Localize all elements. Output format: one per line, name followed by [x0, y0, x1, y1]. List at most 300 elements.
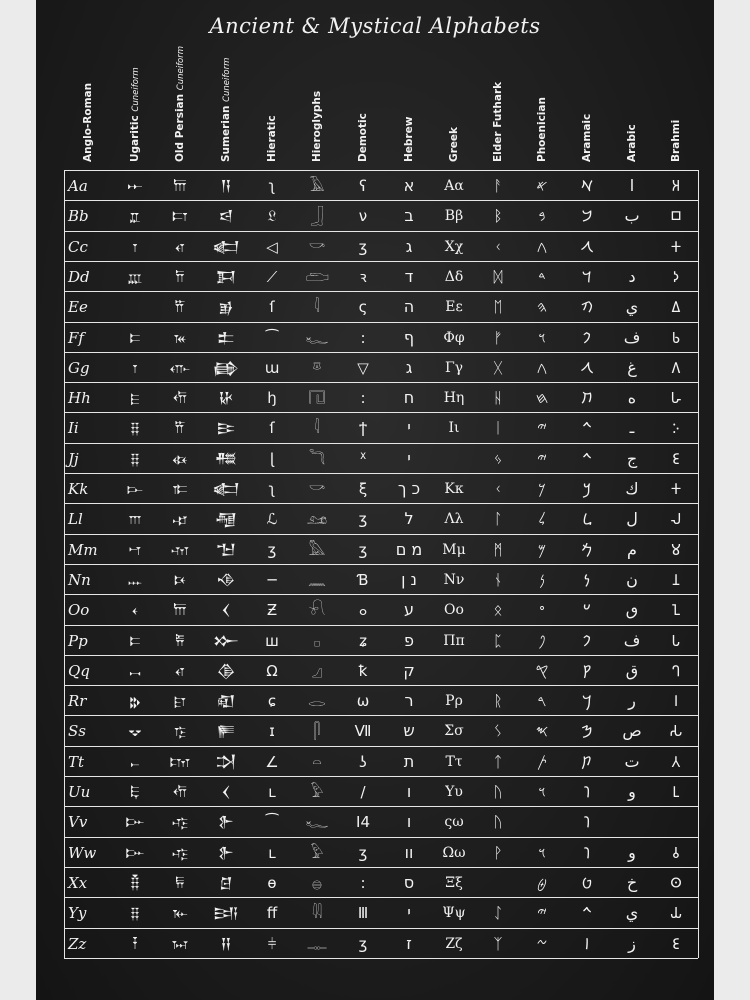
cell-ugaritic: 𐎁 — [129, 207, 141, 226]
cell-elder-futhark: ᛉ — [493, 934, 503, 953]
cell-hieroglyphs: 𓅱 — [310, 783, 324, 801]
table-row — [64, 868, 698, 898]
cell-demotic: ꝁ — [358, 661, 368, 680]
cell-aramaic: 𐡈 — [581, 873, 593, 892]
cell-hieroglyphs: 𓈖 — [308, 570, 326, 589]
cell-phoenician: 𐤃 — [538, 267, 546, 286]
poster — [36, 0, 714, 1000]
cell-arabic: ن — [626, 569, 638, 589]
cell-elder-futhark: ᛁ — [493, 419, 503, 438]
cell-hebrew: ז — [406, 933, 412, 953]
cell-brahmi: 𑀬 — [669, 904, 683, 923]
cell-ugaritic: 𐎊 — [130, 449, 140, 468]
cell-old-persian: 𐎢 — [173, 389, 187, 408]
cell-anglo-roman: Ww — [68, 843, 97, 862]
cell-greek: Αα — [444, 178, 464, 194]
cell-greek: Ωω — [442, 844, 466, 861]
cell-aramaic: 𐡏 — [583, 601, 591, 620]
cell-demotic: ʒ — [358, 237, 368, 256]
cell-demotic: ν — [358, 207, 368, 226]
cell-greek — [432, 444, 476, 474]
table-row — [64, 262, 698, 292]
column-header-label: Anglo-Roman — [82, 82, 94, 162]
column-header-label: Old Persian — [174, 93, 186, 162]
cell-hieroglyphs: 𓎼 — [312, 358, 322, 377]
cell-brahmi: 𑀉 — [672, 783, 680, 801]
cell-ugaritic: 𐎔 — [129, 631, 141, 650]
cell-hieratic: ʒ — [267, 540, 277, 559]
cell-old-persian: 𐎶 — [171, 540, 189, 559]
cell-demotic: ϯ — [358, 419, 368, 438]
cell-phoenician: 𐤊 — [538, 480, 546, 498]
cell-hieroglyphs: 𓎡 — [308, 237, 326, 256]
cell-aramaic: 𐡐 — [582, 328, 592, 347]
cell-brahmi: 𑀣 — [669, 873, 683, 892]
cell-anglo-roman: Cc — [68, 237, 88, 256]
cell-phoenician — [520, 807, 564, 837]
cell-hieratic: Ω — [266, 661, 278, 680]
cell-old-persian: 𐎿 — [174, 722, 186, 741]
cell-greek: Ππ — [443, 632, 465, 649]
cell-elder-futhark: ᛈ — [493, 631, 503, 650]
column-header-sublabel: Cuneiform — [222, 57, 232, 102]
cell-sumerian: 𒍝 — [220, 934, 232, 953]
cell-phoenician: 𐤓 — [537, 692, 547, 711]
cell-hieratic: ш — [265, 631, 279, 650]
cell-demotic: : — [360, 389, 366, 408]
cell-elder-futhark: ᚠ — [493, 328, 503, 347]
cell-hieroglyphs: 𓇋 — [314, 419, 320, 438]
cell-brahmi: 𑀨 — [671, 328, 681, 347]
cell-ugaritic: 𐎊 — [130, 419, 140, 438]
cell-greek: Ρρ — [445, 693, 463, 710]
cell-demotic: ʒ — [358, 843, 368, 862]
table-row — [64, 686, 698, 716]
cell-hieratic: ʟ — [268, 843, 276, 862]
cell-brahmi: 𑀓 — [670, 237, 682, 256]
cell-ugaritic: 𐎂 — [132, 237, 138, 256]
cell-arabic: ـ — [629, 418, 635, 438]
cell-arabic: م — [627, 539, 637, 559]
column-header-label: Phoenician — [536, 97, 548, 162]
cell-sumerian: 𒄩 — [218, 389, 234, 408]
cell-old-persian: 𐎾 — [172, 510, 188, 529]
cell-hieratic: ⟋ — [266, 267, 278, 286]
cell-old-persian: 𐎼 — [174, 692, 186, 711]
cell-hieroglyphs: 𓆓 — [308, 449, 326, 468]
cell-brahmi — [654, 807, 698, 837]
cell-arabic: ا — [629, 176, 635, 195]
cell-aramaic: 𐡉 — [582, 419, 592, 438]
cell-aramaic: 𐡓 — [581, 692, 593, 711]
cell-hieroglyphs: 𓉔 — [308, 389, 326, 408]
cell-arabic: د — [628, 266, 636, 286]
cell-hieroglyphs: 𓇌 — [312, 904, 322, 923]
cell-greek: Ιι — [448, 420, 460, 437]
cell-greek: Ζζ — [445, 935, 463, 952]
cell-elder-futhark — [476, 868, 520, 898]
cell-old-persian: 𐎤 — [175, 661, 185, 680]
cell-greek: Μμ — [442, 541, 466, 558]
cell-brahmi: 𑀲 — [669, 722, 683, 741]
cell-sumerian: 𒅗 — [212, 480, 240, 498]
cell-greek: Ψψ — [442, 905, 466, 922]
cell-hieratic: ff — [266, 904, 278, 923]
cell-arabic: ي — [625, 297, 639, 317]
cell-arabic: خ — [626, 872, 638, 892]
table-row — [64, 323, 698, 353]
cell-old-persian: 𐎫 — [169, 752, 191, 771]
cell-aramaic: 𐡅 — [583, 783, 591, 801]
cell-ugaritic: 𐎍 — [128, 510, 142, 529]
cell-hieratic: ɪ — [269, 722, 275, 741]
cell-hebrew: ל — [404, 509, 414, 529]
cell-hieratic: Ƶ — [266, 601, 278, 620]
cell-elder-futhark: ᚲ — [493, 480, 503, 498]
cell-elder-futhark: ᛒ — [493, 207, 503, 226]
cell-brahmi: 𑀏 — [671, 298, 681, 317]
column-header-label: Sumerian — [220, 105, 232, 162]
cell-anglo-roman: Bb — [68, 207, 89, 226]
cell-brahmi: 𑀦 — [671, 570, 681, 589]
table-row — [64, 171, 698, 201]
cell-sumerian: 𒍣 — [214, 449, 238, 468]
table-row — [64, 383, 698, 413]
cell-demotic: : — [360, 328, 366, 347]
cell-arabic: و — [628, 782, 636, 801]
cell-hieroglyphs: 𓃀 — [310, 207, 324, 226]
cell-hebrew: ה — [403, 297, 415, 317]
cell-demotic: Ɓ — [357, 570, 369, 589]
cell-arabic: ه — [627, 388, 637, 408]
cell-anglo-roman: Pp — [68, 631, 88, 650]
cell-demotic: Ⅲ — [357, 904, 369, 923]
cell-phoenician: 𐤏 — [539, 601, 545, 620]
cell-arabic: ك — [625, 479, 639, 498]
cell-hebrew: מ ם — [395, 539, 423, 559]
cell-hieratic: ɕ — [267, 692, 277, 711]
cell-sumerian: 𒊓 — [216, 722, 236, 741]
cell-sumerian: 𒅀 — [213, 904, 239, 923]
cell-arabic: ٯ — [625, 600, 639, 620]
cell-hieroglyphs: 𓅓 — [308, 540, 326, 559]
cell-elder-futhark: ᛟ — [493, 601, 503, 620]
cell-ugaritic: 𐎅 — [130, 389, 140, 408]
table-row — [64, 565, 698, 595]
alphabet-table — [64, 170, 698, 982]
cell-old-persian: 𐎹 — [172, 904, 188, 923]
table-row — [64, 716, 698, 746]
poster-title: Ancient & Mystical Alphabets — [209, 14, 541, 38]
cell-hieroglyphs: 𓄿 — [309, 177, 325, 195]
cell-phoenician: 𐤆 — [536, 934, 548, 953]
cell-elder-futhark: ᛊ — [493, 722, 503, 741]
column-header-label: Hieratic — [266, 115, 278, 162]
cell-demotic: ܘ — [358, 601, 368, 620]
cell-brahmi: 𑀓 — [670, 480, 682, 498]
cell-phoenician: 𐤅 — [538, 783, 546, 801]
cell-hieroglyphs: 𓎡 — [308, 480, 326, 498]
cell-aramaic: 𐡃 — [582, 267, 592, 286]
cell-hebrew: ו — [406, 782, 412, 801]
cell-hieratic: ʅ — [268, 177, 276, 195]
cell-aramaic: 𐡆 — [584, 934, 590, 953]
column-header-label: Aramaic — [581, 113, 593, 162]
cell-demotic: ʒ — [358, 540, 368, 559]
cell-hieratic: ɭ — [269, 449, 275, 468]
table-row — [64, 474, 698, 504]
cell-ugaritic: 𐎎 — [128, 540, 142, 559]
cell-elder-futhark — [476, 656, 520, 686]
cell-arabic: ق — [625, 660, 639, 680]
column-header-sublabel: Cuneiform — [176, 45, 186, 91]
cell-brahmi: 𑀢 — [671, 752, 681, 771]
cell-ugaritic: 𐎀 — [127, 177, 143, 195]
cell-anglo-roman: Aa — [68, 177, 88, 195]
cell-hebrew: ק — [403, 660, 415, 680]
cell-phoenician: 𐤂 — [536, 358, 548, 377]
cell-elder-futhark: ᛇ — [493, 904, 503, 923]
cell-ugaritic: 𐎆 — [125, 843, 145, 862]
cell-elder-futhark: ᚾ — [493, 570, 503, 589]
cell-aramaic: 𐡒 — [582, 661, 592, 680]
cell-phoenician: 𐤋 — [538, 510, 546, 529]
cell-aramaic: 𐡄 — [580, 298, 594, 317]
cell-sumerian: 𒌋 — [221, 601, 231, 620]
cell-hebrew: ת — [403, 751, 415, 771]
cell-ugaritic: 𐎓 — [132, 601, 138, 620]
cell-old-persian: 𐎭 — [175, 267, 185, 286]
cell-hieratic: ◁ — [266, 237, 278, 256]
cell-sumerian: 𒁍 — [212, 631, 240, 650]
cell-ugaritic: 𐎋 — [127, 480, 143, 498]
cell-hebrew: ש — [403, 721, 415, 741]
cell-anglo-roman: Xx — [68, 873, 88, 892]
cell-brahmi: 𑀮 — [670, 510, 682, 529]
cell-sumerian: 𒈠 — [215, 540, 237, 559]
cell-ugaritic: 𐎖 — [129, 661, 141, 680]
cell-hieroglyphs: 𓆑 — [305, 813, 329, 832]
column-header-label: Elder Futhark — [492, 81, 504, 162]
cell-hieratic: ꜧ — [267, 389, 277, 408]
cell-arabic: ر — [628, 691, 636, 711]
cell-ugaritic: 𐎔 — [129, 328, 141, 347]
cell-hieroglyphs: 𓋴 — [313, 722, 321, 741]
cell-old-persian: 𐎺 — [172, 843, 188, 862]
cell-demotic: Ⅶ — [354, 722, 372, 741]
cell-sumerian: 𒉿 — [217, 843, 235, 862]
cell-brahmi: 𑀕 — [671, 358, 681, 377]
cell-aramaic: 𐡕 — [582, 752, 592, 771]
cell-brahmi: 𑀚 — [672, 449, 680, 468]
cell-old-persian: 𐎣 — [172, 480, 188, 498]
cell-greek: Σσ — [444, 723, 464, 740]
cell-anglo-roman: Gg — [68, 358, 90, 377]
cell-hieroglyphs: 𓆑 — [305, 328, 329, 347]
cell-sumerian: 𒉿 — [217, 813, 235, 832]
cell-greek: Γγ — [444, 359, 464, 376]
cell-old-persian: 𐎲 — [172, 207, 188, 226]
cell-brahmi: 𑀤 — [672, 267, 680, 286]
cell-arabic: ب — [624, 206, 640, 226]
cell-hebrew: כ ך — [397, 479, 421, 498]
cell-anglo-roman: Mm — [68, 540, 98, 559]
table-row — [64, 929, 698, 959]
cell-hebrew: ח — [403, 388, 415, 408]
cell-anglo-roman: Ff — [68, 328, 84, 347]
cell-elder-futhark: ᚢ — [493, 813, 503, 832]
cell-greek: Ηη — [443, 390, 465, 407]
cell-hieratic: ɯ — [264, 358, 280, 377]
cell-demotic: ς — [358, 298, 368, 317]
cell-arabic: ف — [623, 630, 641, 650]
cell-hieroglyphs: 𓈎 — [311, 661, 323, 680]
cell-hebrew: וו — [404, 842, 414, 862]
cell-brahmi: 𑀳 — [670, 389, 682, 408]
table-row — [64, 626, 698, 656]
column-header-label: Arabic — [626, 124, 638, 162]
cell-sumerian: 𒁕 — [215, 267, 237, 286]
table-row — [64, 777, 698, 807]
cell-old-persian: 𐏂 — [175, 873, 185, 892]
cell-arabic: و — [628, 842, 636, 862]
column-header-label: Brahmi — [670, 119, 682, 162]
cell-arabic: ي — [625, 903, 639, 923]
cell-arabic — [610, 807, 654, 837]
cell-greek: Ξξ — [445, 874, 463, 891]
cell-greek: ςω — [444, 814, 464, 831]
cell-ugaritic: 𐎚 — [130, 752, 140, 771]
table-row — [64, 353, 698, 383]
cell-hebrew: י — [407, 448, 411, 468]
cell-aramaic: 𐡇 — [581, 389, 593, 408]
cell-hebrew: נ ן — [401, 569, 417, 589]
cell-phoenician: 𐤍 — [539, 570, 545, 589]
cell-anglo-roman: Vv — [68, 813, 88, 832]
cell-sumerian: 𒄿 — [216, 419, 236, 438]
cell-phoenician: 𐤂 — [536, 237, 548, 256]
cell-aramaic: 𐡉 — [582, 904, 592, 923]
cell-elder-futhark: ᚺ — [493, 389, 503, 408]
cell-sumerian: 𒆪 — [219, 873, 233, 892]
cell-greek: Δδ — [444, 268, 464, 285]
cell-phoenician: 𐤈 — [537, 873, 547, 892]
cell-brahmi: 𑀫 — [670, 540, 682, 559]
cell-hieratic: ℒ — [266, 510, 278, 529]
cell-old-persian: 𐎤 — [175, 237, 185, 256]
cell-greek — [432, 656, 476, 686]
cell-old-persian: 𐎠 — [173, 601, 187, 620]
cell-demotic: ʕ — [359, 177, 367, 195]
cell-phoenician: 𐤅 — [538, 843, 546, 862]
cell-greek: Χχ — [444, 238, 464, 255]
cell-anglo-roman: Ll — [68, 510, 83, 529]
cell-brahmi: 𑀅 — [671, 177, 681, 195]
table-row — [64, 232, 698, 262]
cell-ugaritic: 𐎒 — [128, 722, 142, 741]
cell-brahmi: 𑀩 — [670, 207, 682, 226]
cell-greek: Υυ — [445, 784, 463, 800]
cell-anglo-roman: Tt — [68, 752, 85, 771]
cell-hieratic: ─ — [267, 570, 277, 589]
cell-hieratic: ⁀ — [265, 813, 279, 832]
table-row — [64, 898, 698, 928]
cell-greek: Φφ — [443, 329, 465, 346]
cell-anglo-roman: Ss — [68, 722, 86, 741]
cell-anglo-roman: Hh — [68, 389, 91, 408]
cell-brahmi: 𑀭 — [673, 692, 679, 711]
cell-sumerian: 𒈾 — [216, 570, 236, 589]
cell-ugaritic: 𐎄 — [127, 267, 143, 286]
cell-ugaritic: 𐎝 — [130, 873, 140, 892]
cell-demotic: : — [360, 873, 366, 892]
table-row — [64, 807, 698, 837]
column-header-label: Greek — [448, 126, 460, 162]
cell-hieroglyphs: 𓂋 — [308, 692, 326, 711]
cell-ugaritic: 𐎗 — [129, 692, 141, 711]
cell-anglo-roman: Oo — [68, 601, 90, 620]
cell-hieroglyphs: 𓐍 — [311, 873, 323, 892]
cell-anglo-roman: Dd — [68, 267, 90, 286]
cell-greek: Οο — [444, 602, 464, 619]
cell-sumerian: 𒆠 — [216, 661, 236, 680]
cell-greek: Νν — [443, 571, 465, 588]
cell-demotic: ʑ — [359, 631, 367, 650]
cell-anglo-roman: Rr — [68, 692, 87, 711]
cell-old-persian: 𐎱 — [175, 631, 185, 650]
cell-sumerian: 𒉺 — [217, 328, 235, 347]
cell-old-persian: 𐎠 — [173, 177, 187, 195]
cell-hebrew: ו — [406, 812, 412, 832]
cell-arabic: ل — [626, 509, 638, 529]
cell-elder-futhark: ᛏ — [493, 752, 503, 771]
cell-arabic: ج — [626, 448, 638, 468]
cell-phoenician: 𐤒 — [535, 661, 549, 680]
cell-demotic: ꝛ — [359, 267, 367, 286]
cell-aramaic: 𐡊 — [582, 480, 592, 498]
cell-elder-futhark: ᚨ — [493, 177, 503, 195]
cell-phoenician: 𐤄 — [536, 298, 548, 317]
table-row — [64, 747, 698, 777]
cell-hebrew: פ — [404, 630, 414, 650]
table-border — [698, 170, 699, 958]
cell-old-persian: 𐎡 — [174, 419, 186, 438]
cell-sumerian: 𒂵 — [212, 358, 240, 377]
cell-old-persian: 𐎴 — [174, 570, 186, 589]
cell-ugaritic: 𐎇 — [132, 934, 138, 953]
cell-sumerian: 𒅗 — [212, 237, 240, 256]
cell-hieroglyphs: 𓃭 — [306, 510, 328, 529]
cell-elder-futhark: ᛚ — [493, 510, 503, 529]
cell-ugaritic: 𐎐 — [128, 570, 142, 589]
table-row — [64, 444, 698, 474]
cell-brahmi: 𑀑 — [671, 601, 681, 620]
cell-demotic: Ӏ4 — [356, 813, 370, 832]
cell-hebrew: י — [407, 903, 411, 923]
cell-elder-futhark: ᛖ — [493, 298, 503, 317]
cell-arabic: ص — [622, 721, 642, 741]
cell-hieroglyphs: 𓇋 — [314, 298, 320, 317]
cell-ugaritic: 𐎆 — [125, 813, 145, 832]
cell-hieratic: ⫩ — [267, 934, 277, 953]
cell-hebrew: ר — [404, 691, 414, 711]
cell-brahmi: 𑀔 — [671, 661, 681, 680]
cell-brahmi: 𑀯 — [672, 843, 680, 862]
cell-old-persian: 𐏀 — [171, 934, 189, 953]
table-row — [64, 595, 698, 625]
cell-hieratic: ⁀ — [265, 328, 279, 347]
cell-demotic: / — [360, 783, 366, 801]
